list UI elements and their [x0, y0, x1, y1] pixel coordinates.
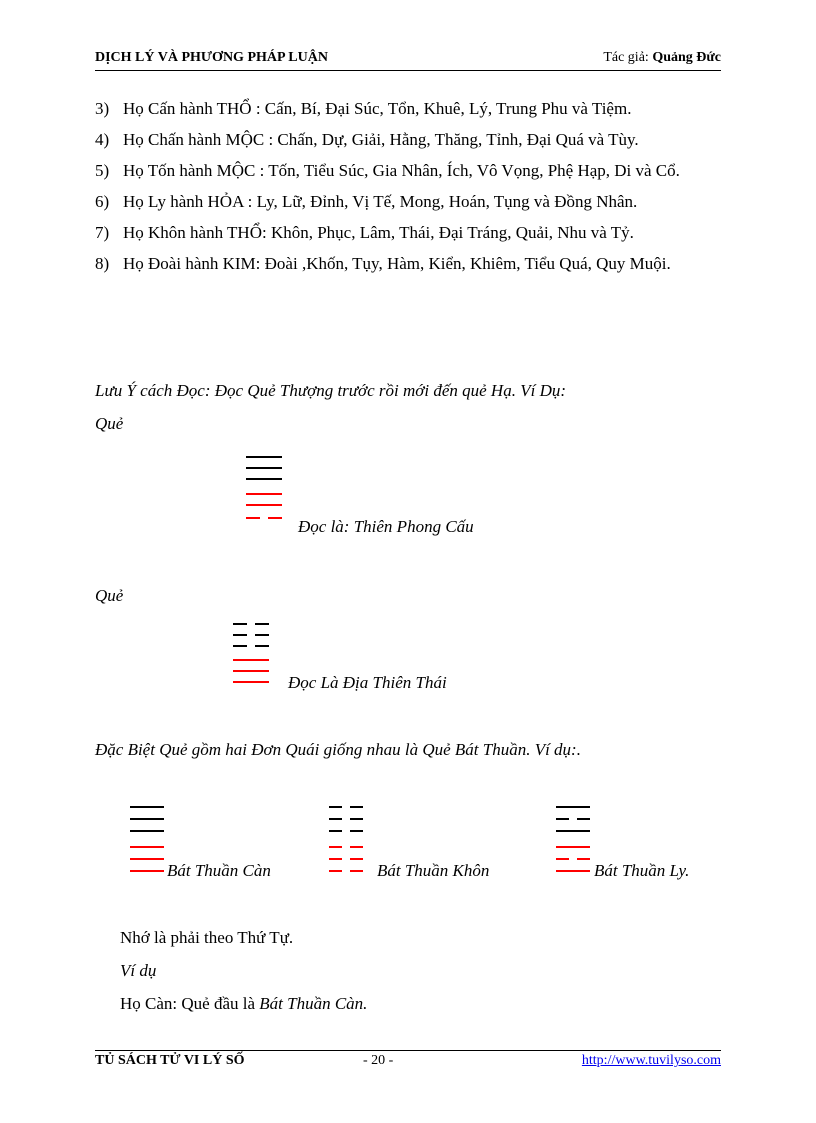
reading-note: Lưu Ý cách Đọc: Đọc Quẻ Thượng trước rồi mới đến quẻ Hạ. Ví Dụ: — [95, 381, 567, 400]
page-footer — [95, 1050, 721, 1075]
family-list — [95, 98, 721, 274]
list-item — [95, 253, 721, 274]
list-text: Họ Đoài hành KIM: Đoài ,Khốn, Tụy, Hàm, Kiển, Khiêm, Tiểu Quá, Quy Muội. — [123, 254, 671, 273]
list-number: 7) — [95, 223, 110, 242]
ho-can-prefix: Họ Càn: Quẻ đầu là — [120, 994, 260, 1013]
document-title: DỊCH LÝ VÀ PHƯƠNG PHÁP LUẬN — [95, 50, 328, 65]
list-item — [95, 191, 721, 212]
caption-bat-thuan-khon: Bát Thuần Khôn — [377, 861, 490, 880]
list-item — [95, 222, 721, 243]
hexagram-bat-thuan-can — [130, 806, 164, 874]
ho-can-line — [120, 994, 367, 1014]
list-item — [95, 129, 721, 150]
author-name: Quảng Đức — [652, 50, 721, 65]
list-text: Họ Cấn hành THỔ : Cấn, Bí, Đại Súc, Tổn, Khuê, Lý, Trung Phu và Tiệm. — [123, 99, 632, 118]
list-text: Họ Tốn hành MỘC : Tốn, Tiểu Súc, Gia Nhân, Ích, Vô Vọng, Phệ Hạp, Di và Cổ. — [123, 161, 680, 180]
list-text: Họ Khôn hành THỔ: Khôn, Phục, Lâm, Thái, Đại Tráng, Quải, Nhu và Tỷ. — [123, 223, 634, 242]
list-number: 8) — [95, 254, 110, 273]
special-note: Đặc Biệt Quẻ gồm hai Đơn Quái giống nhau là Quẻ Bát Thuần. Ví dụ:. — [95, 740, 581, 759]
caption-bat-thuan-can: Bát Thuần Càn — [167, 861, 271, 880]
list-number: 4) — [95, 130, 110, 149]
hexagram-bat-thuan-khon — [329, 806, 363, 874]
list-item — [95, 98, 721, 119]
example-label: Ví dụ — [120, 961, 157, 980]
que-label: Quẻ — [95, 414, 124, 433]
ho-can-italic: Bát Thuần Càn. — [259, 994, 368, 1013]
hexagram-dia-thien-thai — [233, 623, 269, 685]
page-number: - 20 - — [363, 1053, 394, 1068]
list-number: 5) — [95, 161, 110, 180]
list-number: 3) — [95, 99, 110, 118]
que-label: Quẻ — [95, 586, 124, 605]
list-item — [95, 160, 721, 181]
author-label: Tác giả: — [603, 50, 653, 65]
hexagram-thien-phong-cau — [246, 456, 282, 526]
hexagram-bat-thuan-ly — [556, 806, 590, 874]
website-link[interactable]: http://www.tuvilyso.com — [581, 1053, 721, 1068]
page-header — [95, 48, 721, 71]
caption-dia-thien-thai: Đọc Là Địa Thiên Thái — [288, 673, 447, 692]
author — [603, 50, 721, 66]
footer-title: TỦ SÁCH TỬ VI LÝ SỐ — [95, 1053, 245, 1068]
list-number: 6) — [95, 192, 110, 211]
caption-bat-thuan-ly: Bát Thuần Ly. — [594, 861, 690, 880]
list-text: Họ Ly hành HỎA : Ly, Lữ, Đỉnh, Vị Tế, Mong, Hoán, Tụng và Đồng Nhân. — [123, 192, 638, 211]
list-text: Họ Chấn hành MỘC : Chấn, Dự, Giải, Hằng, Thăng, Tỉnh, Đại Quá và Tùy. — [123, 130, 639, 149]
caption-thien-phong-cau: Đọc là: Thiên Phong Cấu — [298, 517, 474, 536]
reminder-text: Nhớ là phải theo Thứ Tự. — [120, 928, 294, 947]
